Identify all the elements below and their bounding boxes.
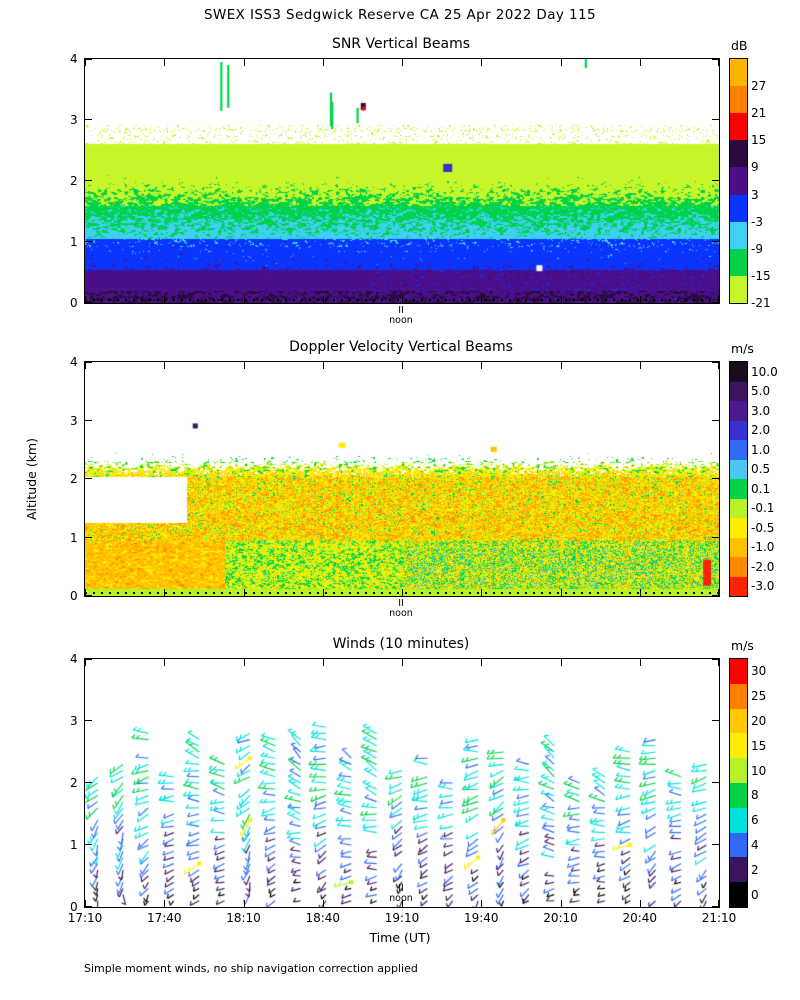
x-tick-label: 21:10 [701,911,737,925]
y-tick-mark-right [712,241,719,242]
y-tick-label: 1 [70,530,78,545]
colorbar-segment [730,758,747,783]
x-tick-mark-top [244,659,245,666]
noon-label: noon [389,608,413,619]
colorbar-tick-label: -3 [751,214,763,229]
colorbar-segment [730,808,747,833]
noon-mark: II [398,305,404,316]
x-axis-label: Time (UT) [369,930,431,945]
x-tick-mark-top [640,362,641,369]
colorbar-segment [730,440,747,460]
colorbar-segment [730,222,747,250]
colorbar-segment [730,659,747,684]
plot-area-doppler [70,355,720,603]
y-tick-label: 3 [70,113,78,127]
x-tick-mark [323,900,324,907]
noon-mark: II [398,598,404,609]
colorbar-segment [730,577,747,597]
colorbar-tick-label: 27 [751,79,767,94]
colorbar-unit-2: m/s [731,638,754,653]
colorbar-tick-label: 4 [751,838,759,852]
y-tick-mark [85,180,92,181]
colorbar-tick-label: 10 [751,763,767,778]
colorbar-segment [730,249,747,277]
colorbar-tick-label: -1.0 [751,540,775,555]
x-tick-label: 17:10 [67,911,103,925]
colorbar-tick-label: 30 [751,664,767,679]
y-tick-mark [85,478,92,479]
colorbar-tick-label: -3.0 [751,579,775,594]
y-tick-mark-right [712,420,719,421]
noon-marker [381,599,421,619]
x-tick-mark [640,900,641,907]
baseline-dots [85,592,719,594]
snr-heatmap-canvas [85,59,719,303]
colorbar-segment [730,167,747,195]
x-tick-mark-top [561,659,562,666]
y-axis-label: Altitude (km) [24,438,39,520]
panel-title-winds: Winds (10 minutes) [332,636,470,652]
colorbar-segment [730,86,747,114]
colorbar-tick-label: 0.1 [751,481,771,496]
x-tick-mark-top [718,362,719,369]
page-title: SWEX ISS3 Sedgwick Reserve CA 25 Apr 2022 Day 115 [204,7,596,23]
colorbar-tick-label: 10.0 [751,364,778,379]
y-tick-mark-right [712,119,719,120]
colorbar-tick-label: 15 [751,738,767,753]
y-tick-label: 0 [70,900,78,914]
y-tick-mark [85,537,92,538]
colorbar-tick-label: -15 [751,268,771,283]
x-tick-mark-top [164,59,165,66]
colorbar-tick-label: 2.0 [751,423,771,438]
colorbar-tick-label: 2 [751,862,759,877]
y-tick-label: 4 [70,52,78,66]
x-tick-mark-top [164,659,165,666]
colorbar-segment [730,538,747,558]
x-tick-mark-top [85,59,86,66]
y-tick-mark [85,59,92,60]
colorbar-tick-label: -0.5 [751,520,775,535]
y-tick-label: 3 [70,413,78,428]
x-tick-label: 18:40 [305,911,341,925]
y-tick-label: 2 [70,174,78,188]
colorbar-segment [730,276,747,304]
x-tick-mark-top [402,659,403,666]
colorbar-segment [730,557,747,577]
colorbar-segment [730,460,747,480]
y-tick-mark [85,782,92,783]
colorbar-segment [730,195,747,223]
y-tick-mark [85,362,92,363]
y-tick-mark-right [712,537,719,538]
x-tick-mark [561,900,562,907]
y-tick-mark-right [712,720,719,721]
y-tick-mark [85,720,92,721]
plot-area-snr [70,52,720,310]
y-tick-mark [85,906,92,907]
y-tick-mark-right [712,844,719,845]
colorbar-tick-label: -2.0 [751,559,775,574]
noon-marker [381,306,421,326]
x-tick-label: 20:40 [622,911,658,925]
colorbar-tick-label: 6 [751,813,759,828]
colorbar-segment [730,857,747,882]
y-tick-mark [85,595,92,596]
colorbar-segment [730,479,747,499]
plot-area-winds [67,652,737,925]
colorbar-segment [730,401,747,421]
colorbar-tick-label: 15 [751,133,767,148]
y-tick-label: 1 [70,838,78,852]
x-tick-mark-top [164,362,165,369]
x-tick-label: 19:10 [384,911,420,925]
x-tick-label: 18:10 [226,911,261,925]
colorbar-tick-label: 0.5 [751,462,771,477]
colorbar-unit-1: m/s [731,341,754,356]
colorbar-segment [730,382,747,402]
x-tick-mark-top [244,362,245,369]
doppler-heatmap-canvas [85,362,719,596]
colorbar-tick-label: -21 [751,296,771,310]
colorbar-segment [730,421,747,441]
y-tick-label: 0 [70,589,78,603]
noon-label: noon [389,893,413,904]
y-tick-label: 2 [70,472,78,486]
x-tick-mark [85,900,86,907]
x-tick-mark-top [718,659,719,666]
colorbar-tick-label: 21 [751,106,767,121]
y-tick-label: 3 [70,714,78,728]
y-tick-mark-right [712,782,719,783]
x-tick-mark [244,900,245,907]
x-tick-mark [164,900,165,907]
colorbar-segment [730,499,747,519]
x-tick-mark-top [718,59,719,66]
x-tick-mark-top [244,59,245,66]
y-tick-label: 4 [70,355,78,369]
y-tick-mark [85,241,92,242]
colorbar-tick-label: 0 [751,887,759,902]
footnote: Simple moment winds, no ship navigation correction applied [84,962,418,975]
y-tick-mark [85,659,92,660]
x-tick-mark-top [481,59,482,66]
colorbar-segment [730,709,747,734]
colorbar-segment [730,362,747,382]
x-tick-label: 20:10 [543,911,578,925]
colorbar-tick-label: 9 [751,160,759,175]
y-tick-mark [85,844,92,845]
noon-label: noon [389,315,413,326]
noon-marker [381,884,421,904]
x-tick-mark-top [561,362,562,369]
colorbar-tick-label: 5.0 [751,384,771,399]
y-tick-mark [85,302,92,303]
colorbar-tick-label: 8 [751,788,759,803]
x-tick-mark-top [85,659,86,666]
x-tick-mark-top [323,362,324,369]
x-tick-mark [718,900,719,907]
colorbar-segment [730,684,747,709]
colorbar-segment [730,733,747,758]
colorbar-1 [729,361,778,597]
x-tick-mark-top [402,362,403,369]
y-tick-mark [85,119,92,120]
colorbar-tick-label: 25 [751,689,767,704]
colorbar-tick-label: 3.0 [751,403,771,418]
y-tick-label: 4 [70,652,78,666]
colorbar-segment [730,59,747,87]
x-tick-mark-top [323,659,324,666]
y-tick-mark [85,420,92,421]
panel-title-snr: SNR Vertical Beams [331,36,471,52]
colorbar-tick-label: 3 [751,187,759,202]
x-tick-mark-top [402,59,403,66]
panel-title-doppler: Doppler Velocity Vertical Beams [289,339,513,355]
colorbar-segment [730,783,747,808]
colorbar-tick-label: -9 [751,241,763,256]
colorbar-segment [730,518,747,538]
colorbar-0 [729,58,771,310]
colorbar-tick-label: 20 [751,714,767,728]
y-tick-label: 1 [70,235,78,249]
x-tick-mark-top [85,362,86,369]
colorbar-segment [730,833,747,858]
baseline-dots [85,299,719,301]
x-tick-mark-top [323,59,324,66]
colorbar-unit-0: dB [731,38,748,53]
y-tick-label: 0 [70,296,78,310]
x-tick-mark [481,900,482,907]
y-tick-mark-right [712,478,719,479]
y-tick-mark-right [712,180,719,181]
winds-barb-canvas [85,659,719,907]
noon-mark: II [398,883,404,894]
y-tick-label: 2 [70,776,78,790]
colorbar-segment [730,140,747,168]
x-tick-label: 17:40 [146,911,182,925]
x-tick-mark-top [561,59,562,66]
colorbar-tick-label: 1.0 [751,442,771,457]
x-tick-mark-top [481,362,482,369]
colorbar-tick-label: -0.1 [751,501,775,516]
x-tick-mark-top [640,59,641,66]
x-tick-mark-top [640,659,641,666]
colorbar-2 [729,658,767,908]
x-tick-mark-top [481,659,482,666]
colorbar-segment [730,113,747,141]
colorbar-segment [730,882,747,907]
x-tick-label: 19:40 [463,911,499,925]
